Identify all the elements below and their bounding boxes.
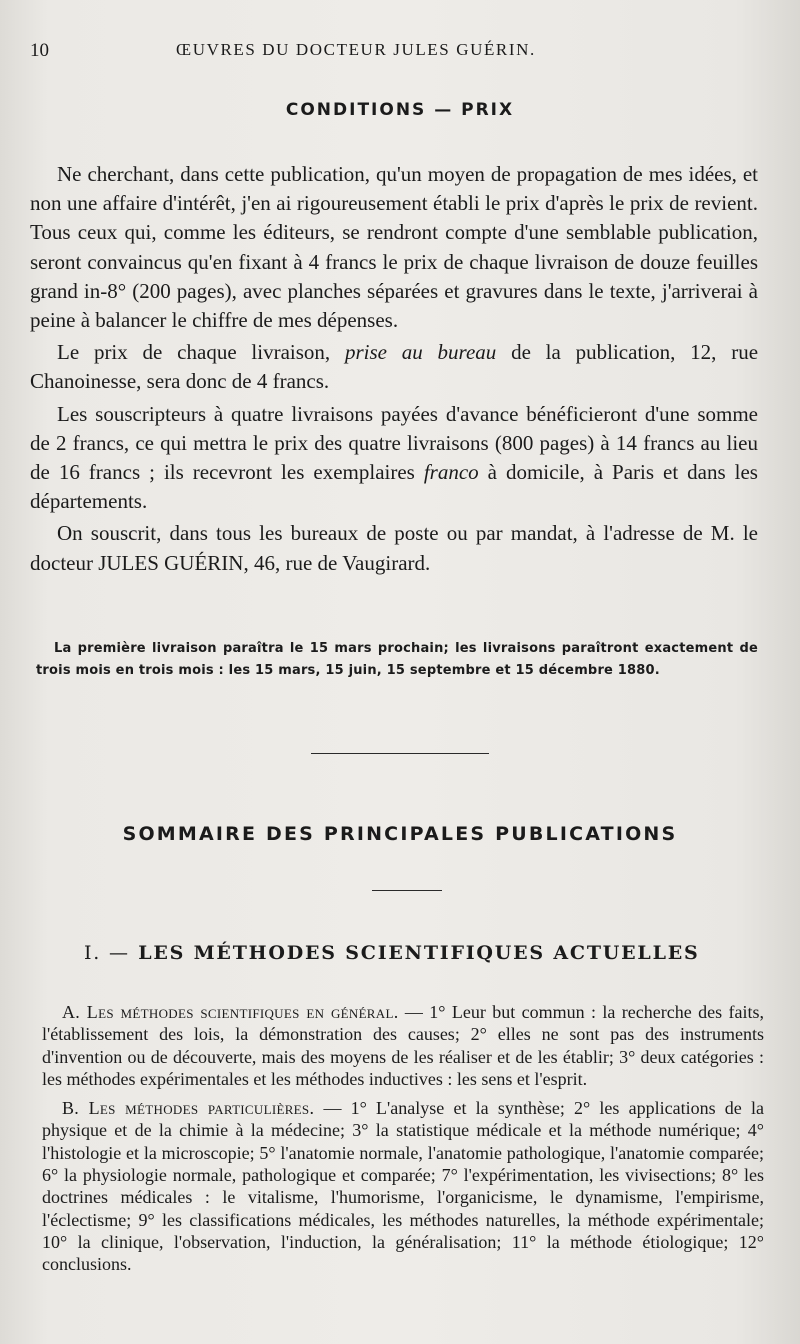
summary-paragraph-b: [42, 1097, 764, 1275]
chapter-title: LES MÉTHODES SCIENTIFIQUES ACTUELLES: [138, 942, 700, 964]
conditions-heading: CONDITIONS — PRIX: [285, 100, 515, 120]
summary-paragraph-a: [42, 1001, 764, 1090]
heading-underline: [372, 890, 442, 891]
page-number: 10: [30, 40, 49, 61]
subsection-label: B. Les méthodes particulières.: [62, 1098, 315, 1119]
chapter-number: I. —: [84, 942, 130, 964]
conditions-paragraph-4: On souscrit, dans tous les bureaux de poste ou par mandat, à l'adresse de M. le docteur JULES GUÉRIN, 46, rue de Vaugirard.: [30, 521, 758, 575]
publication-notice: [36, 638, 758, 681]
paragraph-text: de la publication, 12, rue Chanoinesse, sera donc de 4 francs.: [30, 340, 759, 394]
summary-section: [42, 1001, 764, 1276]
subsection-label: A. Les méthodes scientifiques en général.: [62, 1002, 399, 1022]
conditions-paragraph-3: [30, 400, 758, 517]
chapter-heading: [84, 942, 700, 964]
running-header: [0, 34, 800, 60]
section-divider: [311, 753, 489, 754]
paragraph-text: Les souscripteurs à quatre livraisons payées d'avance bénéficieront d'une somme de 2 francs, ce qui mettra le prix des quatre livraisons (800 pages) à 14 francs au lieu de 16 francs ; ils recevront les exemplaires: [30, 401, 758, 485]
conditions-paragraph-1: Ne cherchant, dans cette publication, qu'un moyen de propagation de mes idées, et non une affaire d'intérêt, j'en ai rigoureusement établi le prix d'après le prix de revient. Tous ceux qui, comme les éditeurs, se rendront compte d'une semblable publication, seront convaincus qu'en fixant à 4 francs le prix de chaque livraison de douze feuilles grand in-8° (200 pages), avec planches séparées et gravures dans le texte, j'arriverai à peine à balancer le chiffre de mes dépenses.: [30, 162, 758, 333]
conditions-paragraph-2: [30, 338, 758, 396]
running-title: ŒUVRES DU DOCTEUR JULES GUÉRIN.: [176, 40, 536, 59]
italic-phrase: prise au bureau: [344, 340, 497, 365]
paragraph-text: — 1° L'analyse et la synthèse; 2° les applications de la physique et de la chimie à la médecine; 3° la statistique médicale et la méthode numérique; 4° l'histologie et la microscopie; 5° l'anatomie normale, l'anatomie pathologique, l'anatomie comparée; 6° la physiologie normale, pathologique et comparée; 7° l'expérimentation, les vivisections; 8° les doctrines médicales : le vitalisme, l'humorisme, l'organicisme, le dynamisme, l'empirisme, l'éclectisme; 9° les classifications médicales, les méthodes naturelles, la méthode expérimentale; 10° la clinique, l'observation, l'induction, la généralisation; 11° la méthode étiologique; 12° conclusions.: [42, 1098, 764, 1275]
paragraph-text: — 1° Leur but commun : la recherche des faits, l'établissement des lois, la démonstration des causes; 2° elles ne sont pas des instruments d'invention ou de découverte, mais des moyens de les réaliser et de les établir; 3° deux catégories : les méthodes expérimentales et les méthodes inductives : les sens et l'esprit.: [42, 1002, 764, 1089]
notice-text: La première livraison paraîtra le 15 mars prochain; les livraisons paraîtront exactement de trois mois en trois mois : les 15 mars, 15 juin, 15 septembre et 15 décembre 1880.: [36, 641, 758, 678]
paragraph-text: à domicile, à Paris et dans les départements.: [30, 460, 758, 514]
italic-word: franco: [423, 460, 479, 485]
sommaire-heading: SOMMAIRE DES PRINCIPALES PUBLICATIONS: [122, 823, 678, 845]
conditions-section: [30, 160, 758, 578]
paragraph-text: Le prix de chaque livraison,: [57, 340, 345, 365]
